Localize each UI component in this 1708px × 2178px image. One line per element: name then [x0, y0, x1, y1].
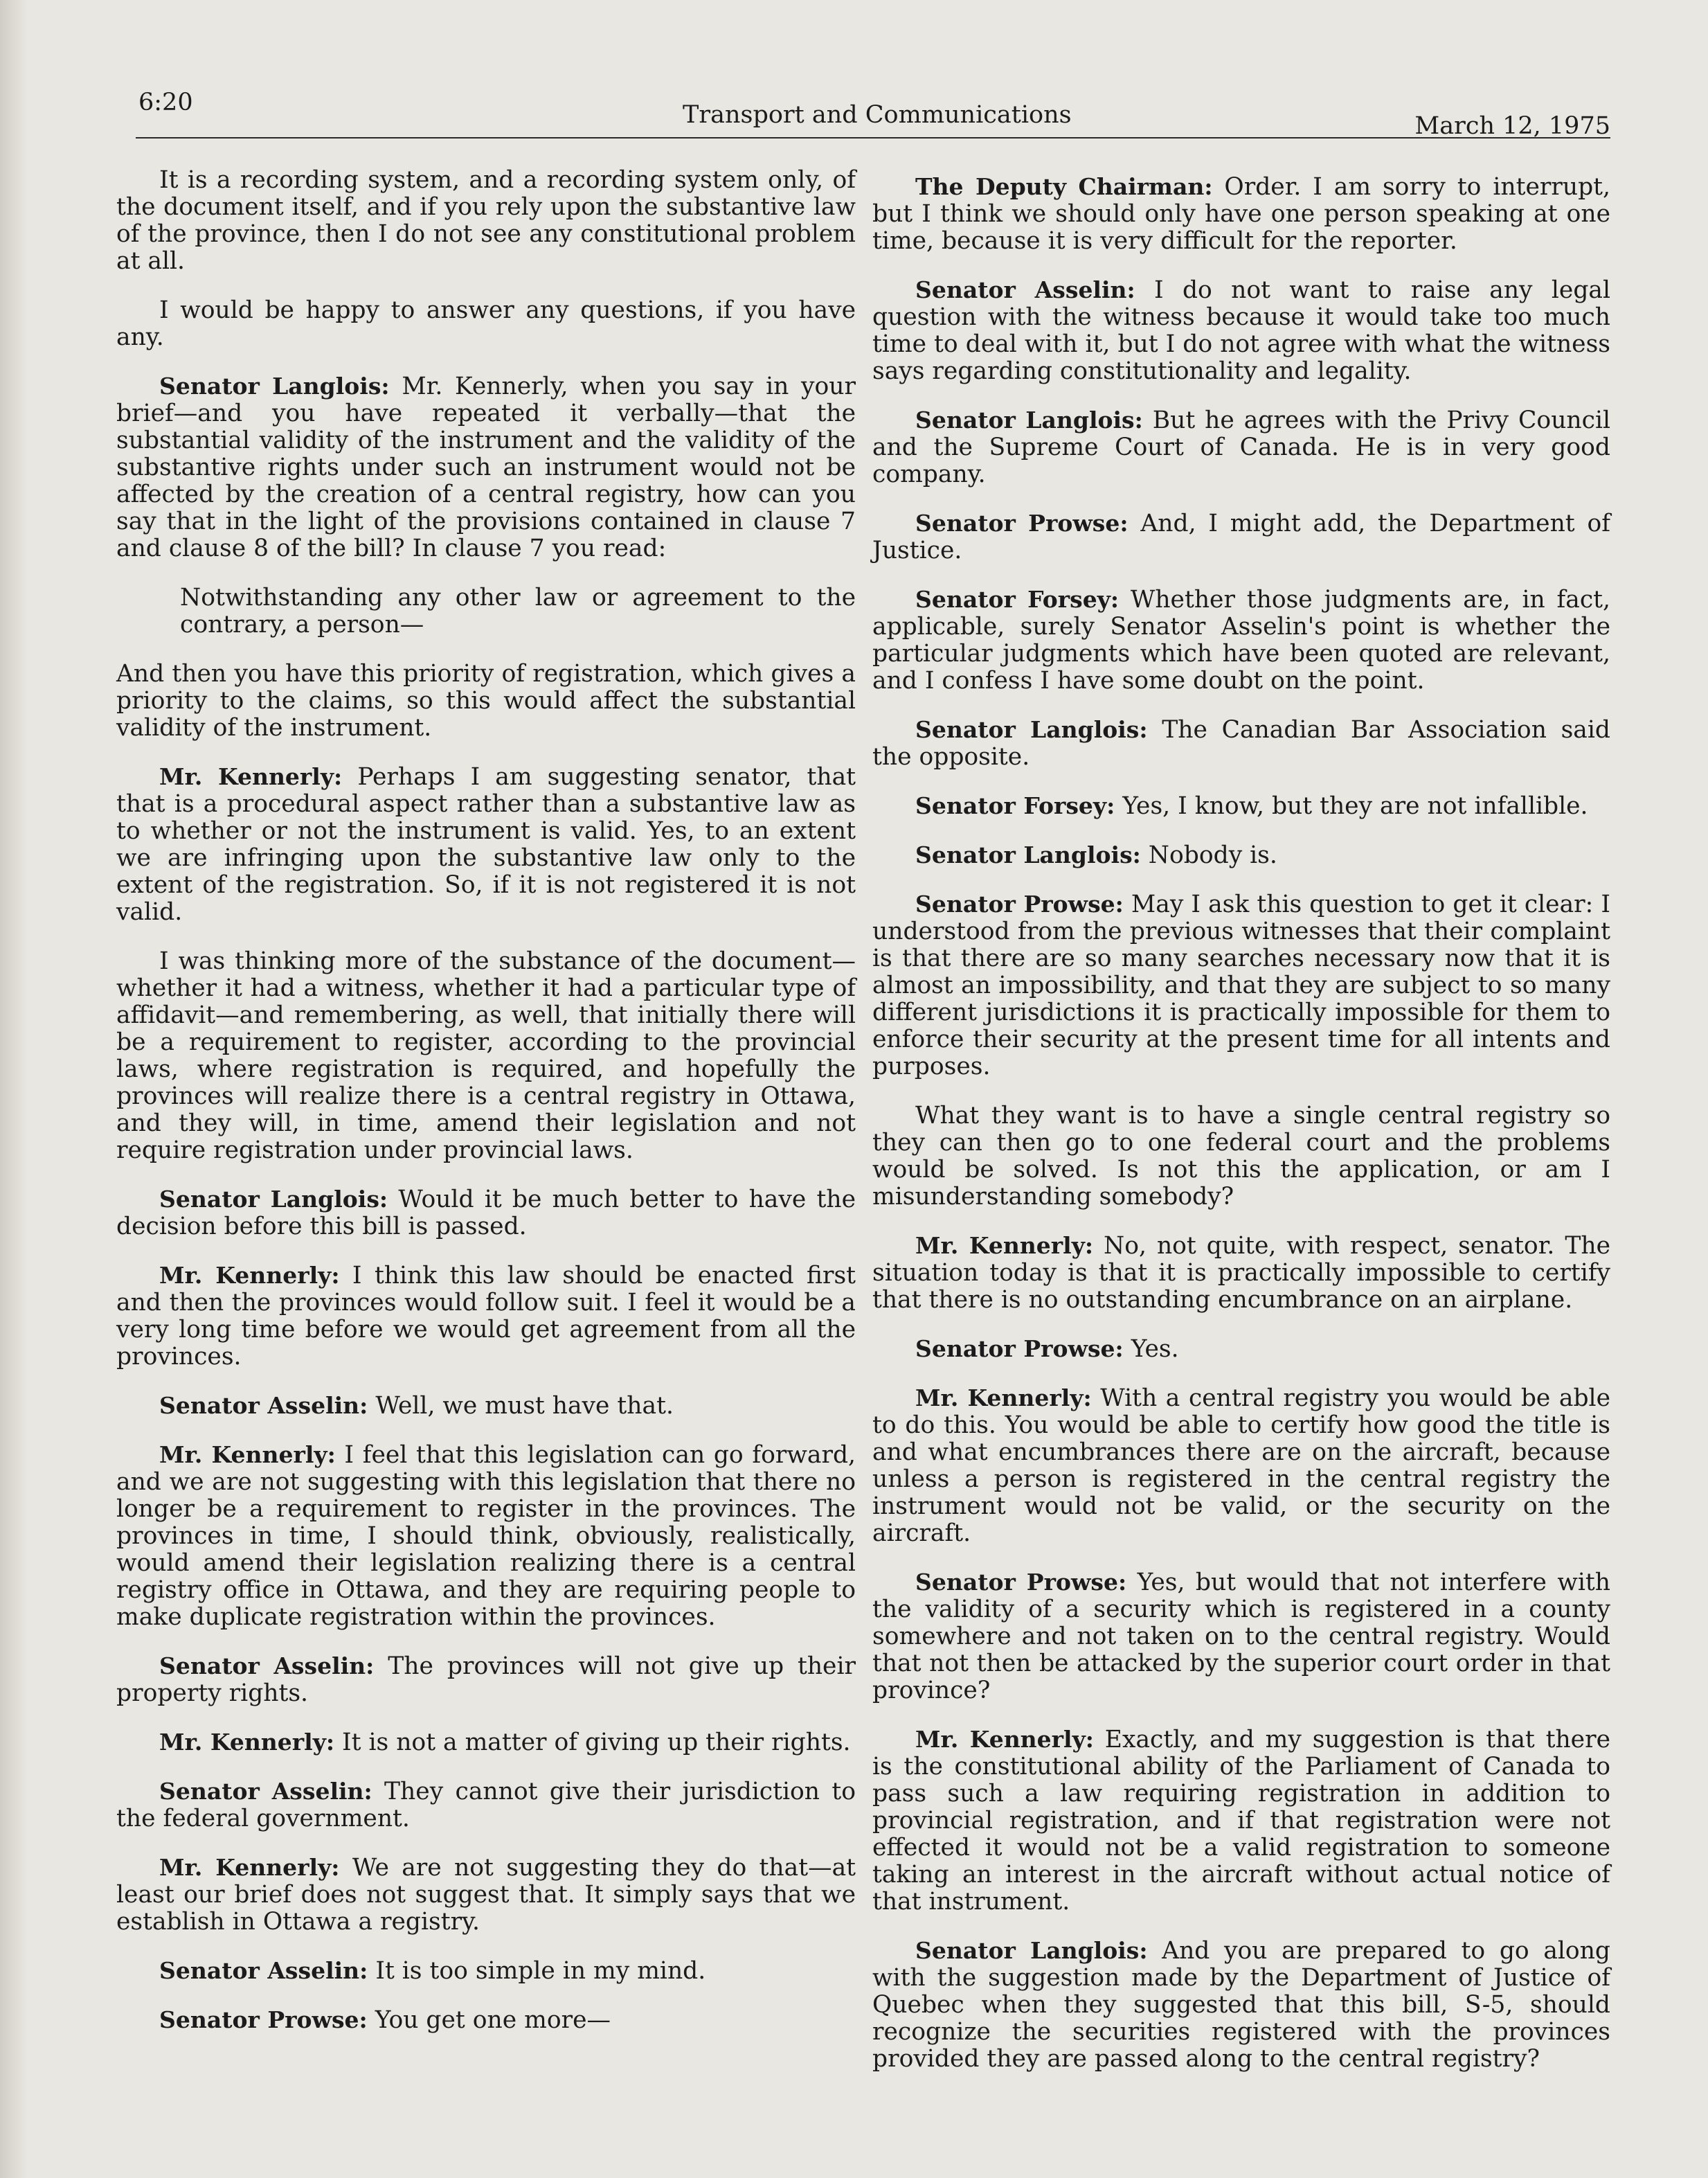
- speech-text: Yes, but would that not interfere with the validity of a security which is registered in a county somewhere and not taken on to the central registry. Would that not then be attacked by the superior court order in that province?: [872, 1569, 1610, 1704]
- speech-text: You get one more—: [375, 2006, 611, 2034]
- speech-text: I would be happy to answer any questions, if you have any.: [116, 296, 856, 351]
- transcript-paragraph: [872, 1102, 1610, 1211]
- speaker-name: Mr. Kennerly:: [159, 1729, 335, 1756]
- speaker-name: Senator Asselin:: [915, 276, 1135, 303]
- transcript-paragraph: [872, 1569, 1610, 1704]
- speech-text: Exactly, and my suggestion is that there is the constitutional ability of the Parliament of Canada to pass such a law requiring registration in addition to provincial registration, and if that registration were not effected it would not be a valid registration to someone taking an interest in the aircraft without actual notice of that instrument.: [872, 1726, 1610, 1916]
- publication-title: Transport and Communications: [683, 101, 1072, 129]
- transcript-paragraph: [872, 1937, 1610, 2073]
- speaker-name: Senator Asselin:: [159, 1392, 368, 1419]
- transcript-paragraph: [872, 1726, 1610, 1916]
- speech-text: I think this law should be enacted first and then the provinces would follow suit. I feel it would be a very long time before we would get agreement from all the provinces.: [116, 1262, 856, 1371]
- speaker-name: Senator Prowse:: [915, 891, 1124, 918]
- speaker-name: Senator Langlois:: [915, 407, 1143, 434]
- speech-text: I do not want to raise any legal question with the witness because it would take too much time to deal with it, but I do not agree with what the witness says regarding constitutionality and legality.: [872, 276, 1611, 385]
- speaker-name: Senator Prowse:: [915, 1335, 1124, 1362]
- speech-text: And you are prepared to go along with the suggestion made by the Department of Justice of Quebec when they suggested that this bill, S-5, should recognize the securities registered with the provinces provided they are passed along to the central registry?: [872, 1937, 1611, 2073]
- speaker-name: Senator Asselin:: [159, 1652, 375, 1679]
- left-column: [116, 166, 856, 2055]
- transcript-paragraph: [116, 1854, 856, 1936]
- speaker-name: Mr. Kennerly:: [915, 1384, 1092, 1411]
- transcript-paragraph: [872, 586, 1610, 695]
- transcript-paragraph: [116, 166, 856, 275]
- transcript-paragraph: [872, 1335, 1610, 1363]
- quoted-clause: [180, 584, 856, 639]
- speaker-name: Senator Prowse:: [159, 2006, 368, 2033]
- speech-text: Would it be much better to have the decision before this bill is passed.: [116, 1186, 856, 1240]
- speech-text: No, not quite, with respect, senator. The situation today is that it is practically impossible to certify that there is no outstanding encumbrance on an airplane.: [872, 1232, 1610, 1314]
- speaker-name: Mr. Kennerly:: [159, 1854, 340, 1881]
- transcript-paragraph: [872, 276, 1610, 385]
- transcript-paragraph: [872, 792, 1610, 820]
- speech-text: May I ask this question to get it clear: I understood from the previous witnesses that their complaint is that there are so many searches necessary now that it is almost an impossibility, and that they are subject to so many different jurisdictions it is practically impossible for them to enforce their security at the present time for all intents and purposes.: [872, 891, 1610, 1080]
- speech-text: Yes.: [1131, 1335, 1179, 1363]
- transcript-paragraph: [116, 373, 856, 562]
- transcript-paragraph: [872, 1232, 1610, 1314]
- transcript-paragraph: [116, 660, 856, 742]
- transcript-paragraph: [116, 1441, 856, 1631]
- speech-text: What they want is to have a single central registry so they can then go to one federal court and the problems would be solved. Is not this the application, or am I misunderstanding somebody?: [872, 1102, 1610, 1211]
- speech-text: Yes, I know, but they are not infallible.: [1122, 792, 1588, 820]
- transcript-paragraph: [116, 1957, 856, 1985]
- transcript-paragraph: [116, 763, 856, 926]
- speaker-name: Senator Langlois:: [915, 1937, 1148, 1964]
- speech-text: Perhaps I am suggesting senator, that that is a procedural aspect rather than a substantive law as to whether or not the instrument is valid. Yes, to an extent we are infringing upon the substantive law only to the extent of the registration. So, if it is not registered it is not valid.: [116, 763, 856, 926]
- speaker-name: Senator Forsey:: [915, 586, 1120, 613]
- speech-text: Nobody is.: [1148, 841, 1277, 869]
- transcript-paragraph: [116, 1778, 856, 1832]
- speech-text: They cannot give their jurisdiction to the federal government.: [116, 1778, 856, 1832]
- transcript-paragraph: [872, 891, 1610, 1080]
- speech-text: The provinces will not give up their property rights.: [116, 1652, 856, 1707]
- speech-text: We are not suggesting they do that—at least our brief does not suggest that. It simply says that we establish in Ottawa a registry.: [116, 1854, 856, 1936]
- right-column: [872, 173, 1610, 2094]
- speaker-name: Senator Langlois:: [159, 1186, 388, 1213]
- speaker-name: Senator Prowse:: [915, 1569, 1127, 1596]
- speech-text: It is a recording system, and a recording system only, of the document itself, and if you rely upon the substantive law of the province, then I do not see any constitutional problem at all.: [116, 166, 856, 275]
- speaker-name: Senator Prowse:: [915, 510, 1129, 537]
- speaker-name: Mr. Kennerly:: [915, 1232, 1094, 1259]
- transcript-paragraph: [116, 1262, 856, 1371]
- speech-text: I feel that this legislation can go forward, and we are not suggesting with this legislation that there no longer be a requirement to register in the provinces. The provinces in time, I should think, obviously, realistically, would amend their legislation realizing there is a central registry office in Ottawa, and they are requiring people to make duplicate registration within the provinces.: [116, 1441, 856, 1631]
- speech-text: And, I might add, the Department of Justice.: [872, 510, 1611, 564]
- speaker-name: The Deputy Chairman:: [915, 173, 1213, 200]
- speaker-name: Senator Asselin:: [159, 1957, 368, 1984]
- speech-text: Well, we must have that.: [375, 1392, 674, 1420]
- speech-text: With a central registry you would be able to do this. You would be able to certify how good the title is and what encumbrances there are on the aircraft, because unless a person is registered in the central registry the instrument would not be valid, or the security on the aircraft.: [872, 1384, 1611, 1547]
- speaker-name: Senator Langlois:: [915, 841, 1141, 868]
- page-binding-edge: [0, 0, 28, 2178]
- transcript-paragraph: [872, 173, 1610, 255]
- speech-text: Mr. Kennerly, when you say in your brief—and you have repeated it verbally—that the substantial validity of the instrument and the validity of the substantive rights under such an instrument would not be affected by the creation of a central registry, how can you say that in the light of the provisions contained in clause 7 and clause 8 of the bill? In clause 7 you read:: [116, 373, 856, 562]
- speech-text: Order. I am sorry to interrupt, but I think we should only have one person speaking at one time, because it is very difficult for the reporter.: [872, 173, 1610, 255]
- transcript-paragraph: [872, 407, 1610, 488]
- speaker-name: Mr. Kennerly:: [159, 763, 343, 790]
- transcript-paragraph: [116, 1186, 856, 1240]
- speech-text: The Canadian Bar Association said the opposite.: [872, 716, 1610, 771]
- speaker-name: Senator Langlois:: [915, 716, 1148, 743]
- speech-text: But he agrees with the Privy Council and the Supreme Court of Canada. He is in very good company.: [872, 407, 1611, 488]
- transcript-paragraph: [872, 510, 1610, 564]
- transcript-paragraph: [116, 1392, 856, 1420]
- session-date: March 12, 1975: [1414, 112, 1610, 140]
- transcript-paragraph: [872, 841, 1610, 869]
- speaker-name: Mr. Kennerly:: [159, 1262, 340, 1289]
- speech-text: Whether those judgments are, in fact, applicable, surely Senator Asselin's point is whether the particular judgments which have been quoted are relevant, and I confess I have some doubt on the point.: [872, 586, 1610, 695]
- running-head: [136, 76, 1610, 139]
- transcript-paragraph: [116, 296, 856, 351]
- speaker-name: Senator Langlois:: [159, 373, 390, 400]
- speech-text: Notwithstanding any other law or agreement to the contrary, a person—: [180, 584, 856, 639]
- speaker-name: Mr. Kennerly:: [915, 1726, 1094, 1753]
- speaker-name: Senator Asselin:: [159, 1778, 372, 1805]
- transcript-paragraph: [872, 716, 1610, 771]
- speech-text: I was thinking more of the substance of the document—whether it had a witness, whether it had a particular type of affidavit—and remembering, as well, that initially there will be a requirement to register, according to the provincial laws, where registration is required, and hopefully the provinces will realize there is a central registry in Ottawa, and they will, in time, amend their legislation and not require registration under provincial laws.: [116, 947, 856, 1164]
- transcript-paragraph: [116, 1652, 856, 1707]
- transcript-paragraph: [872, 1384, 1610, 1547]
- transcript-paragraph: [116, 947, 856, 1164]
- speaker-name: Senator Forsey:: [915, 792, 1115, 819]
- transcript-paragraph: [116, 2006, 856, 2034]
- speech-text: And then you have this priority of registration, which gives a priority to the claims, so this would affect the substantial validity of the instrument.: [116, 660, 856, 742]
- speech-text: It is not a matter of giving up their rights.: [342, 1729, 851, 1756]
- speaker-name: Mr. Kennerly:: [159, 1441, 336, 1468]
- speech-text: It is too simple in my mind.: [375, 1957, 706, 1985]
- transcript-paragraph: [116, 1729, 856, 1756]
- page-number: 6:20: [138, 89, 193, 116]
